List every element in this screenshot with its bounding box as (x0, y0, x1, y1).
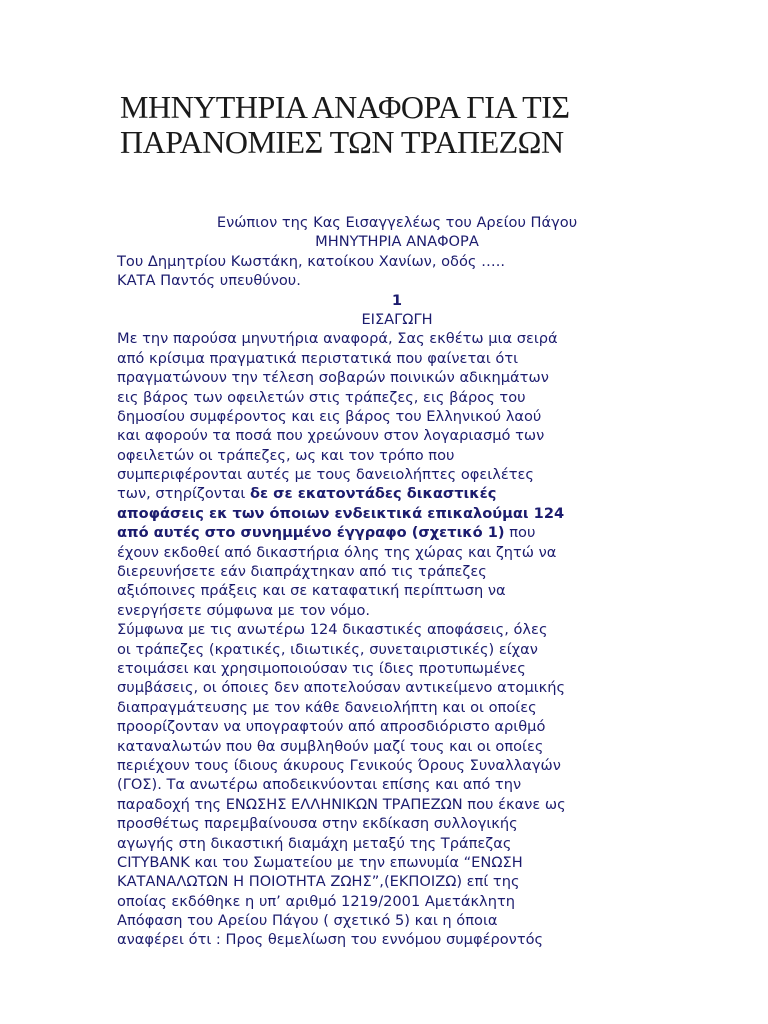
emphasized-text: δε σε εκατοντάδες δικαστικές (249, 485, 497, 503)
paragraph-line: Σύμφωνα με τις ανωτέρω 124 δικαστικές αποφάσεις, όλες (117, 621, 548, 639)
paragraph-line: περιέχουν τους ίδιους άκυρους Γενικούς Όρους Συναλλαγών (117, 756, 561, 774)
paragraph-line: διερευνήσετε εάν διαπράχτηκαν από τις τράπεζες (117, 563, 487, 581)
paragraph-line: αναφέρει ότι : Προς θεμελίωση του εννόμου συμφέροντός (117, 931, 544, 949)
paragraph-line: και αφορούν τα ποσά που χρεώνουν στον λογαριασμό των (117, 427, 545, 445)
document-body (117, 213, 677, 950)
section-number: 1 (391, 291, 403, 309)
addressee-line: Ενώπιον της Κας Εισαγγελέως του Αρείου Πάγου (216, 214, 578, 231)
paragraph-line: συμβάσεις, οι όποιες δεν αποτελούσαν αντικείμενο ατομικής (117, 679, 566, 697)
paragraph-line: έχουν εκδοθεί από δικαστήρια όλης της χώρας και ζητώ να (117, 543, 557, 561)
paragraph-line: Απόφαση του Αρείου Πάγου ( σχετικό 5) και η όποια (117, 912, 498, 930)
paragraph-line: προορίζονταν να υπογραφτούν από απροσδιόριστο αριθμό (117, 718, 546, 736)
paragraph-line: πραγματώνουν την τέλεση σοβαρών ποινικών αδικημάτων (117, 369, 549, 387)
paragraph-line: αγωγής στη δικαστική διαμάχη μεταξύ της Τράπεζας (117, 834, 512, 852)
paragraph-line: οι τράπεζες (κρατικές, ιδιωτικές, συνεταιριστικές) είχαν (117, 640, 538, 658)
document-title (120, 90, 720, 160)
paragraph-line: οποίας εκδόθηκε η υπ’ αριθμό 1219/2001 Αμετάκλητη (117, 892, 515, 910)
paragraph-court-decisions (117, 620, 677, 950)
paragraph-line: ΚΑΤΑΝΑΛΩΤΩΝ Η ΠΟΙΟΤΗΤΑ ΖΩΗΣ”,(ΕΚΠΟΙΖΩ) επί της (117, 873, 520, 891)
paragraph-line: καταναλωτών που θα συμβληθούν μαζί τους και οι οποίες (117, 737, 544, 755)
document-title-line: ΠΑΡΑΝΟΜΙΕΣ ΤΩΝ ΤΡΑΠΕΖΩΝ (120, 124, 564, 160)
paragraph-line: διαπραγμάτευσης με τον κάθε δανειολήπτη και οι οποίες (117, 698, 537, 716)
paragraph-line: συμπεριφέρονται αυτές με τους δανειολήπτες οφειλέτες (117, 466, 534, 484)
document-heading: ΜΗΝΥΤΗΡΙΑ ΑΝΑΦΟΡΑ (315, 233, 479, 251)
paragraph-line: αξιόποινες πράξεις και σε καταφατική περίπτωση να (117, 582, 506, 600)
paragraph-line: CITYBANK και του Σωματείου με την επωνυμία “ΕΝΩΣΗ (117, 853, 523, 871)
paragraph-line: δημοσίου συμφέροντος και εις βάρος του Ελληνικού λαού (117, 407, 542, 425)
paragraph-line: εις βάρος των οφειλετών στις τράπεζες, εις βάρος του (117, 388, 526, 406)
paragraph-line-mixed (117, 484, 677, 503)
paragraph-line: ενεργήσετε σύμφωνα με τον νόμο. (117, 601, 371, 619)
paragraph-text: των, στηρίζονται (117, 485, 250, 503)
paragraph-line: προσθέτως παρεμβαίνουσα στην εκδίκαση συλλογικής (117, 815, 518, 833)
against-line: ΚΑΤΑ Παντός υπευθύνου. (117, 272, 301, 290)
section-title: ΕΙΣΑΓΩΓΗ (361, 310, 433, 328)
paragraph-line: Με την παρούσα μηνυτήρια αναφορά, Σας εκθέτω μια σειρά (117, 330, 558, 348)
paragraph-line-mixed (117, 523, 677, 542)
from-line: Του Δημητρίου Κωστάκη, κατοίκου Χανίων, οδός ….. (117, 252, 505, 270)
paragraph-line: οφειλετών οι τράπεζες, ως και τον τρόπο που (117, 446, 455, 464)
paragraph-line: παραδοχή της ΕΝΩΣΗΣ ΕΛΛΗΝΙΚΩΝ ΤΡΑΠΕΖΩΝ που έκανε ως (117, 795, 566, 813)
paragraph-line: από κρίσιμα πραγματικά περιστατικά που φαίνεται ότι (117, 349, 519, 367)
paragraph-intro (117, 329, 677, 620)
paragraph-text: που (504, 524, 536, 542)
emphasized-line: αποφάσεις εκ των όποιων ενδεικτικά επικαλούμαι 124 (117, 504, 565, 522)
paragraph-line: ετοιμάσει και χρησιμοποιούσαν τις ίδιες προτυπωμένες (117, 659, 526, 677)
document-title-line: ΜΗΝΥΤΗΡΙΑ ΑΝΑΦΟΡΑ ΓΙΑ ΤΙΣ (120, 89, 570, 125)
emphasized-text: από αυτές στο συνημμένο έγγραφο (σχετικό 1) (117, 524, 505, 542)
paragraph-line: (ΓΟΣ). Τα ανωτέρω αποδεικνύονται επίσης και από την (117, 776, 522, 794)
